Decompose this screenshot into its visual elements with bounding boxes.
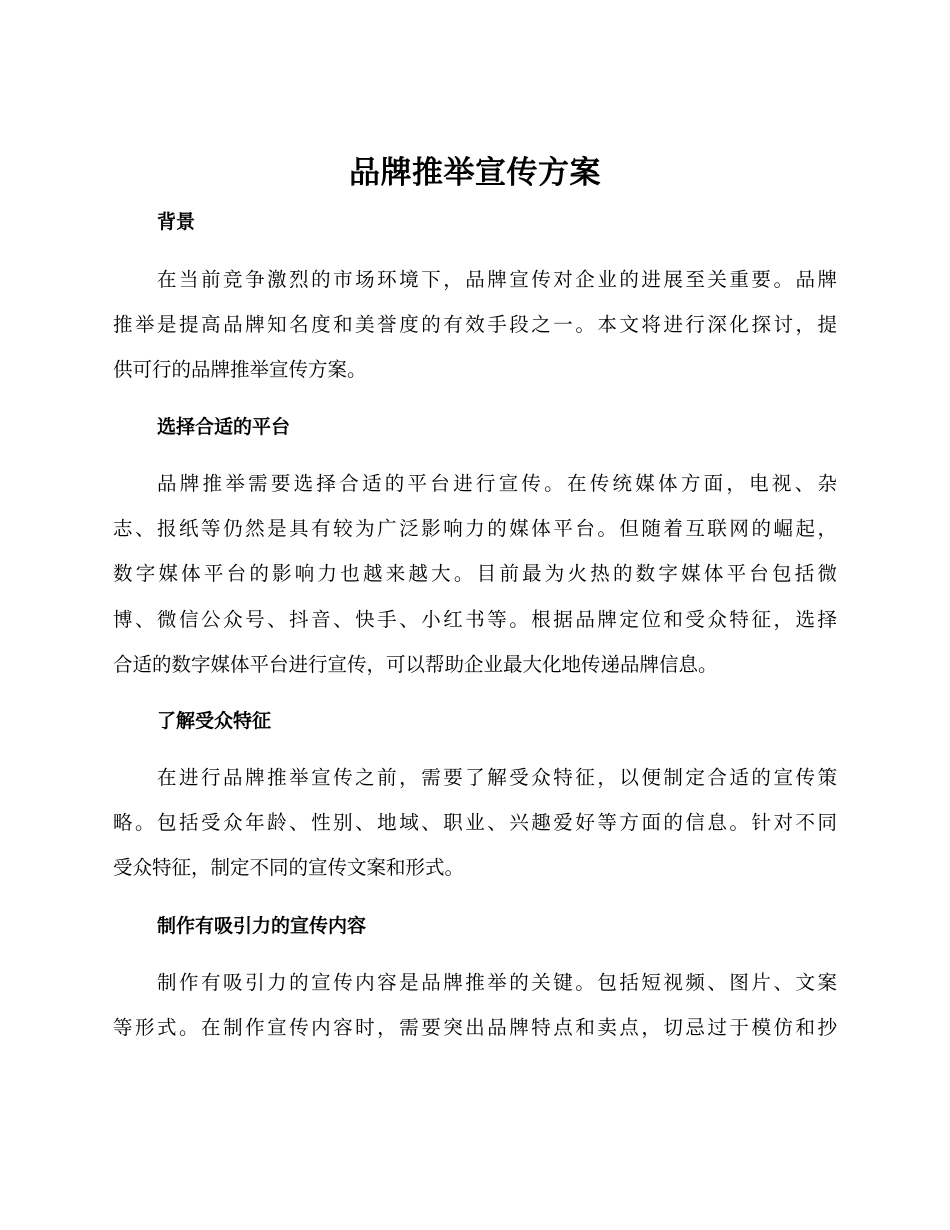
paragraph-line: 略。包括受众年龄、性别、地域、职业、兴趣爱好等方面的信息。针对不同 <box>113 811 837 835</box>
paragraph-line: 在进行品牌推举宣传之前，需要了解受众特征，以便制定合适的宣传策 <box>157 766 837 789</box>
paragraph-choose-platform <box>113 461 837 687</box>
paragraph-line: 制作有吸引力的宣传内容是品牌推举的关键。包括短视频、图片、文案 <box>157 971 837 994</box>
paragraph-audience <box>113 755 837 891</box>
document-title: 品牌推举宣传方案 <box>349 155 601 191</box>
paragraph-line: 志、报纸等仍然是具有较为广泛影响力的媒体平台。但随着互联网的崛起， <box>113 517 837 541</box>
section-heading-background: 背景 <box>157 211 196 233</box>
section-heading-content: 制作有吸引力的宣传内容 <box>157 915 367 937</box>
paragraph-line: 在当前竞争激烈的市场环境下，品牌宣传对企业的进展至关重要。品牌 <box>157 268 837 291</box>
paragraph-line: 供可行的品牌推举宣传方案。 <box>113 358 367 382</box>
paragraph-line: 品牌推举需要选择合适的平台进行宣传。在传统媒体方面，电视、杂 <box>157 472 837 495</box>
section-heading-audience: 了解受众特征 <box>157 710 272 732</box>
paragraph-background <box>113 257 837 393</box>
paragraph-line: 等形式。在制作宣传内容时，需要突出品牌特点和卖点，切忌过于模仿和抄 <box>113 1016 837 1040</box>
paragraph-line: 合适的数字媒体平台进行宣传，可以帮助企业最大化地传递品牌信息。 <box>113 652 718 676</box>
paragraph-line: 受众特征，制定不同的宣传文案和形式。 <box>113 856 465 880</box>
paragraph-line: 推举是提高品牌知名度和美誉度的有效手段之一。本文将进行深化探讨，提 <box>113 313 837 337</box>
section-heading-choose-platform: 选择合适的平台 <box>157 416 291 438</box>
paragraph-line: 数字媒体平台的影响力也越来越大。目前最为火热的数字媒体平台包括微 <box>113 562 837 586</box>
paragraph-content <box>113 960 837 1050</box>
paragraph-line: 博、微信公众号、抖音、快手、小红书等。根据品牌定位和受众特征，选择 <box>113 607 837 631</box>
